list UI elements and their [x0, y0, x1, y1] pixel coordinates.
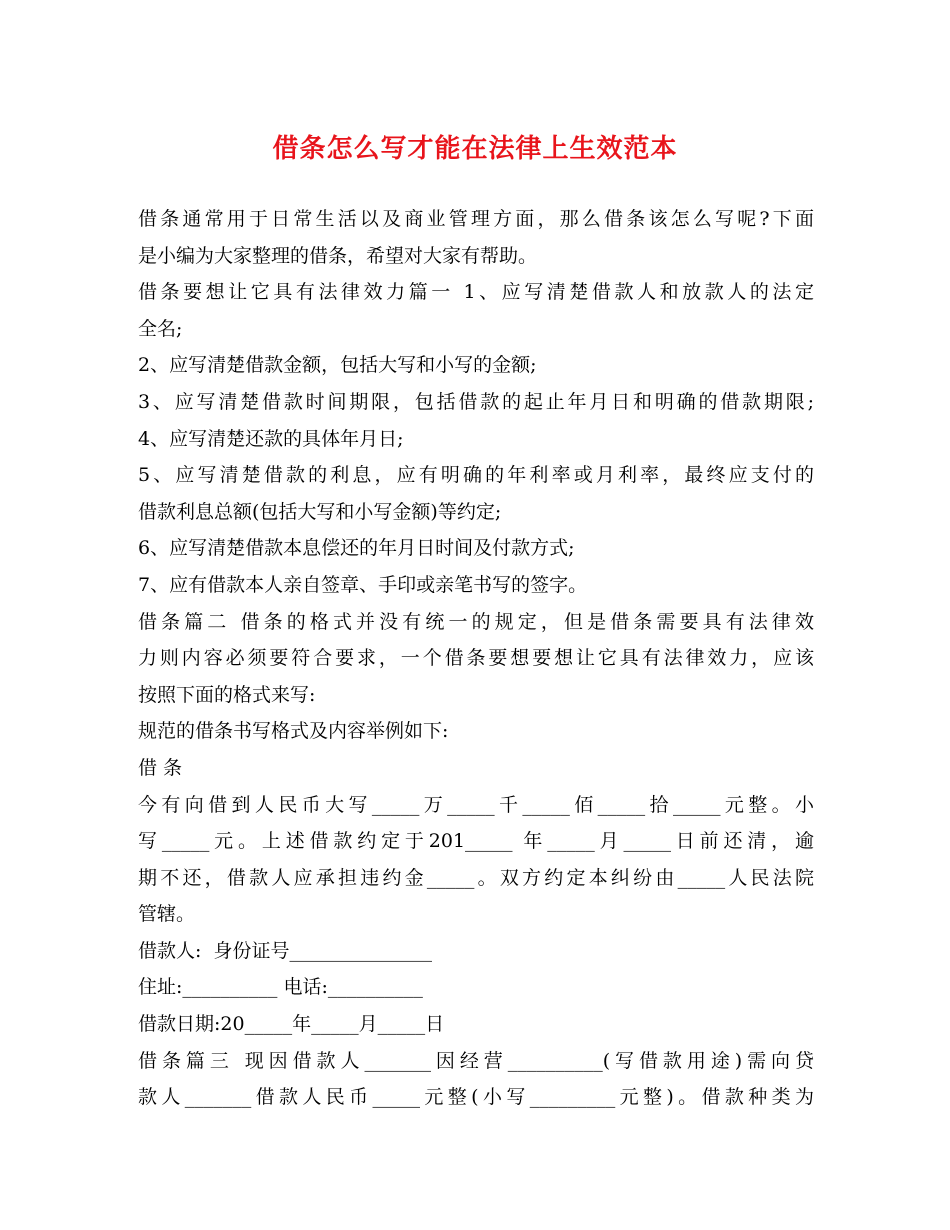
- text-line: 2、应写清楚借款金额，包括大写和小写的金额;: [138, 354, 537, 377]
- text-line: 写_____元。上述借款约定于201_____ 年_____月_____日前还清，逾: [138, 830, 814, 853]
- text-line: 借条篇二 借条的格式并没有统一的规定，但是借条需要具有法律效: [138, 610, 814, 633]
- text-line: 借款人: 身份证号_______________: [138, 939, 432, 962]
- text-line: 款人_______借款人民币_____元整(小写_________元整)。借款种类为: [138, 1086, 814, 1109]
- text-line: 借款利息总额(包括大写和小写金额)等约定;: [138, 500, 502, 523]
- text-line: 住址:__________ 电话:__________: [138, 976, 423, 999]
- text-line: 借条通常用于日常生活以及商业管理方面，那么借条该怎么写呢?下面: [138, 208, 814, 230]
- text-line: 4、应写清楚还款的具体年月日;: [138, 427, 404, 450]
- text-line: 6、应写清楚借款本息偿还的年月日时间及付款方式;: [138, 537, 575, 560]
- text-line: 3、应写清楚借款时间期限，包括借款的起止年月日和明确的借款期限;: [138, 390, 814, 413]
- text-line: 今有向借到人民币大写_____万_____千_____佰_____拾_____元整。小: [138, 793, 814, 816]
- text-line: 5、应写清楚借款的利息，应有明确的年利率或月利率，最终应支付的: [138, 464, 814, 487]
- text-line: 管辖。: [138, 903, 196, 926]
- text-line: 借条篇三 现因借款人_______因经营__________(写借款用途)需向贷: [138, 1049, 814, 1072]
- text-line: 期不还，借款人应承担违约金_____。双方约定本纠纷由_____人民法院: [138, 866, 814, 889]
- text-line: 规范的借条书写格式及内容举例如下:: [138, 720, 449, 743]
- document-body: [138, 201, 814, 1116]
- text-line: 是小编为大家整理的借条，希望对大家有帮助。: [138, 244, 538, 267]
- text-line: 力则内容必须要符合要求，一个借条要想要想让它具有法律效力，应该: [138, 647, 814, 670]
- text-line: 借条要想让它具有法律效力篇一 1、应写清楚借款人和放款人的法定: [138, 281, 814, 304]
- text-line: 7、应有借款本人亲自签章、手印或亲笔书写的签字。: [138, 573, 588, 596]
- page-title: 借条怎么写才能在法律上生效范本: [272, 134, 678, 164]
- text-line: 借款日期:20_____年_____月_____日: [138, 1013, 445, 1036]
- text-line: 按照下面的格式来写:: [138, 683, 316, 706]
- text-line: 借 条: [138, 756, 183, 779]
- text-line: 全名;: [138, 317, 183, 340]
